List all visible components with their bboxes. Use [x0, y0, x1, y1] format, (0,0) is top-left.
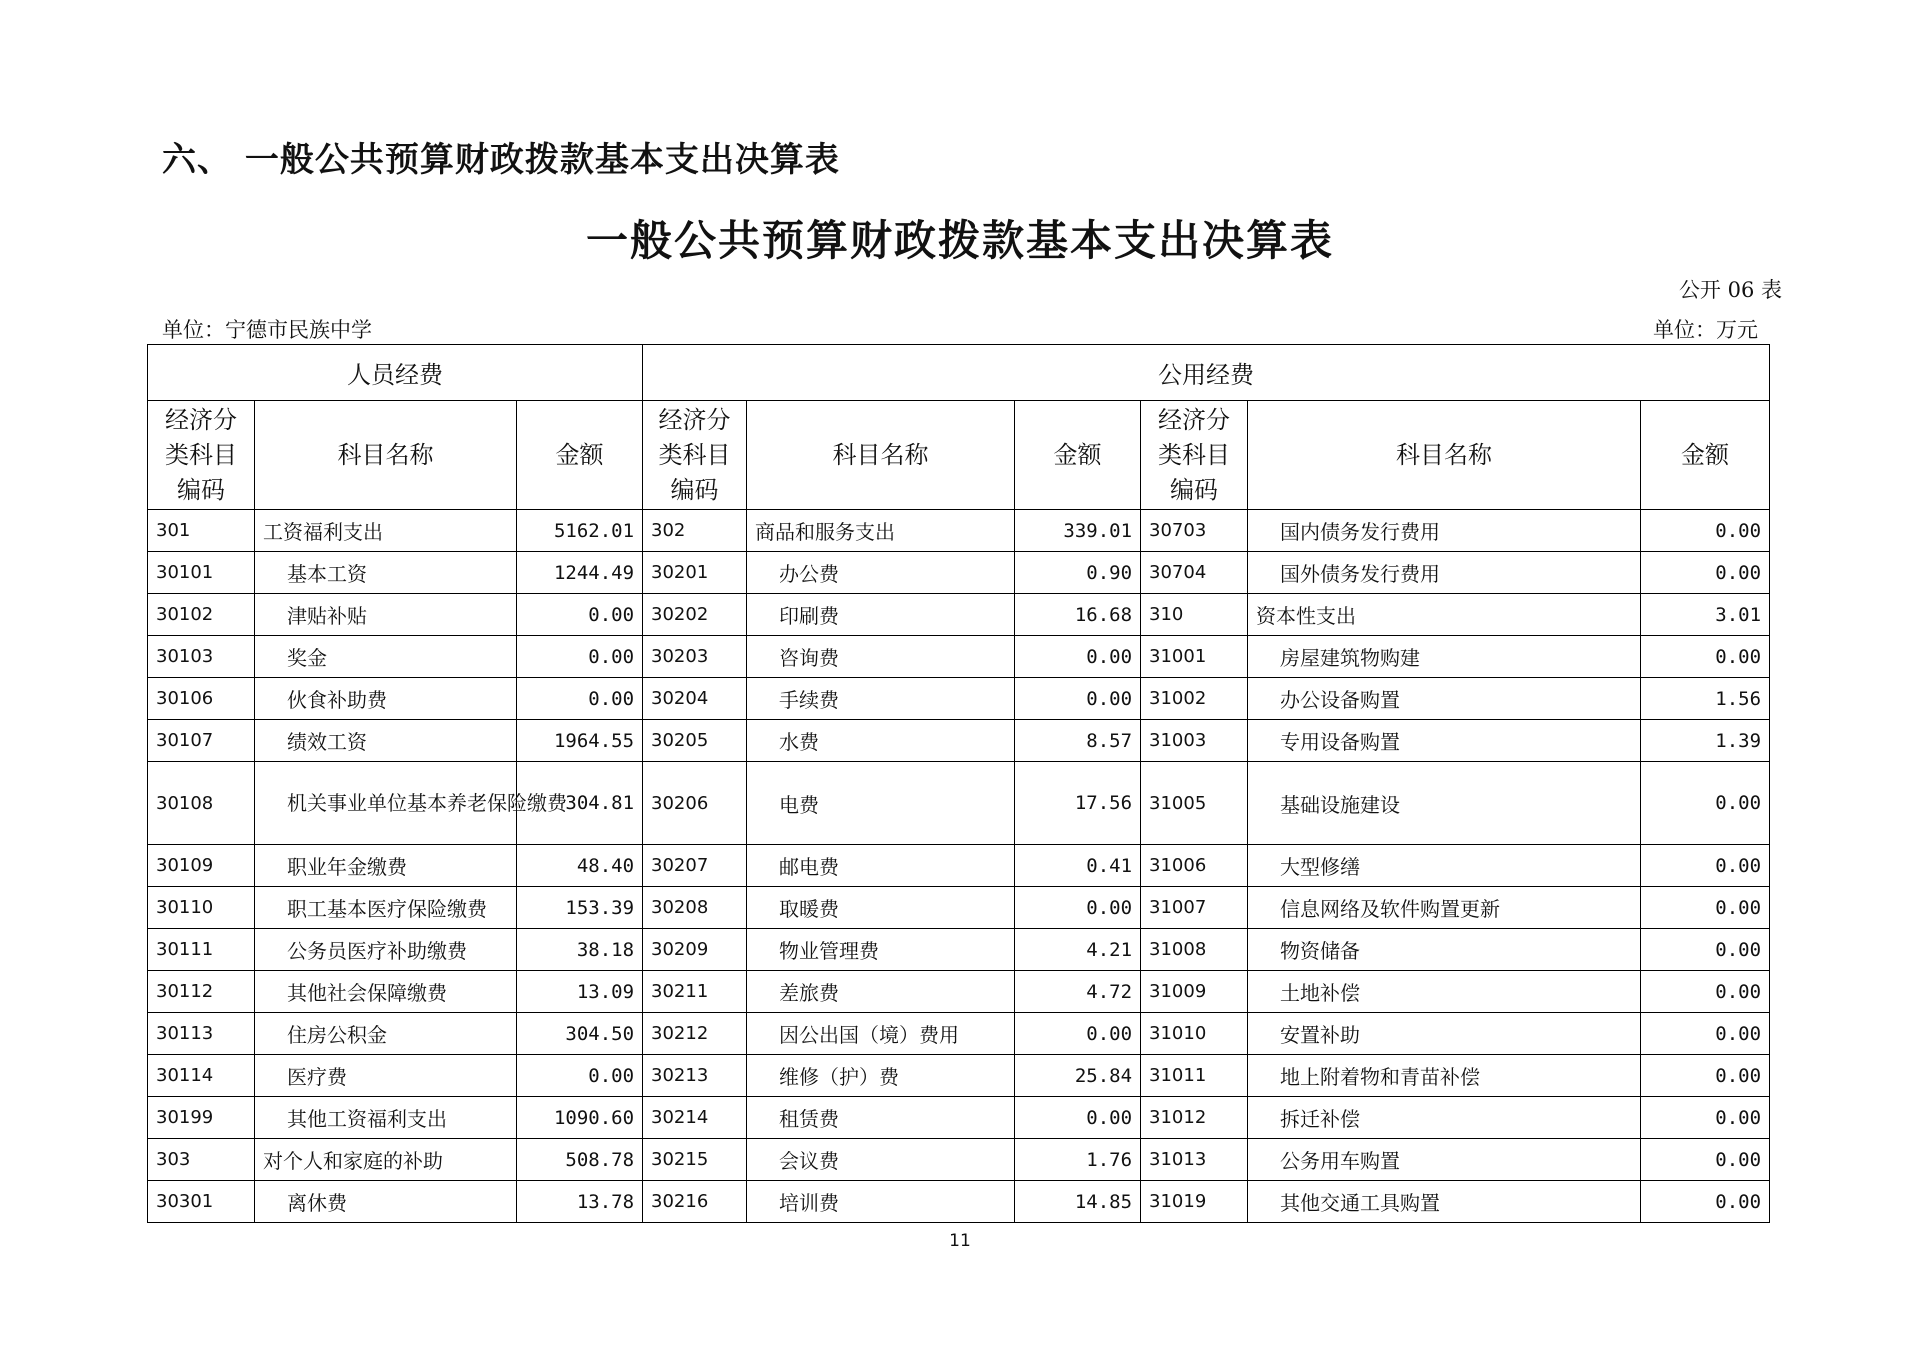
- cell-amount: 0.00: [1641, 510, 1770, 552]
- cell-name: 拆迁补偿: [1248, 1097, 1641, 1139]
- cell-code: 30112: [148, 971, 255, 1013]
- cell-name: 房屋建筑物购建: [1248, 636, 1641, 678]
- cell-amount: 0.00: [1015, 678, 1141, 720]
- cell-amount: 1964.55: [517, 720, 643, 762]
- table-row: [148, 552, 1770, 594]
- form-number: 公开 06 表: [1678, 278, 1782, 302]
- cell-amount: 0.00: [1641, 1139, 1770, 1181]
- cell-name: 地上附着物和青苗补偿: [1248, 1055, 1641, 1097]
- cell-name: 会议费: [747, 1139, 1015, 1181]
- cell-amount: 8.57: [1015, 720, 1141, 762]
- cell-code: 30301: [148, 1181, 255, 1223]
- cell-amount: 0.00: [1015, 1097, 1141, 1139]
- table-row: [148, 594, 1770, 636]
- cell-name: 培训费: [747, 1181, 1015, 1223]
- cell-name: 水费: [747, 720, 1015, 762]
- cell-code: 30704: [1141, 552, 1248, 594]
- cell-name: 印刷费: [747, 594, 1015, 636]
- cell-name: 住房公积金: [255, 1013, 517, 1055]
- column-header-name: 科目名称: [747, 401, 1015, 510]
- cell-code: 31009: [1141, 971, 1248, 1013]
- cell-amount: 17.56: [1015, 762, 1141, 845]
- column-header-code: 经济分类科目编码: [148, 401, 255, 510]
- table-row: [148, 971, 1770, 1013]
- cell-name: 维修（护）费: [747, 1055, 1015, 1097]
- cell-name: 物业管理费: [747, 929, 1015, 971]
- cell-code: 30203: [643, 636, 747, 678]
- cell-name: 专用设备购置: [1248, 720, 1641, 762]
- group-header-personnel: 人员经费: [148, 345, 643, 401]
- cell-code: 30208: [643, 887, 747, 929]
- cell-code: 30101: [148, 552, 255, 594]
- cell-code: 30216: [643, 1181, 747, 1223]
- table-row: [148, 1097, 1770, 1139]
- cell-amount: 0.00: [1641, 762, 1770, 845]
- cell-name: 电费: [747, 762, 1015, 845]
- cell-amount: 0.41: [1015, 845, 1141, 887]
- table-row: [148, 678, 1770, 720]
- cell-amount: 1.39: [1641, 720, 1770, 762]
- cell-name: 医疗费: [255, 1055, 517, 1097]
- cell-amount: 1.76: [1015, 1139, 1141, 1181]
- cell-code: 303: [148, 1139, 255, 1181]
- cell-name: 因公出国（境）费用: [747, 1013, 1015, 1055]
- cell-amount: 1244.49: [517, 552, 643, 594]
- column-header-name: 科目名称: [1248, 401, 1641, 510]
- cell-amount: 0.00: [517, 1055, 643, 1097]
- table-row: [148, 845, 1770, 887]
- cell-code: 30215: [643, 1139, 747, 1181]
- page-title: 一般公共预算财政拨款基本支出决算表: [585, 216, 1334, 265]
- cell-amount: 339.01: [1015, 510, 1141, 552]
- table-row: [148, 510, 1770, 552]
- column-header-code: 经济分类科目编码: [1141, 401, 1248, 510]
- cell-name: 伙食补助费: [255, 678, 517, 720]
- cell-amount: 0.00: [1641, 1181, 1770, 1223]
- cell-code: 30102: [148, 594, 255, 636]
- cell-code: 30107: [148, 720, 255, 762]
- cell-code: 30110: [148, 887, 255, 929]
- cell-amount: 0.00: [517, 594, 643, 636]
- cell-code: 31006: [1141, 845, 1248, 887]
- cell-amount: 0.00: [1641, 1013, 1770, 1055]
- cell-amount: 13.78: [517, 1181, 643, 1223]
- cell-code: 31019: [1141, 1181, 1248, 1223]
- table-row: [148, 720, 1770, 762]
- cell-code: 310: [1141, 594, 1248, 636]
- cell-code: 30114: [148, 1055, 255, 1097]
- cell-amount: 304.50: [517, 1013, 643, 1055]
- cell-name: 安置补助: [1248, 1013, 1641, 1055]
- cell-amount: 508.78: [517, 1139, 643, 1181]
- page-number: 11: [949, 1231, 971, 1251]
- cell-code: 302: [643, 510, 747, 552]
- cell-code: 30211: [643, 971, 747, 1013]
- cell-amount: 0.00: [1015, 1013, 1141, 1055]
- cell-name: 公务用车购置: [1248, 1139, 1641, 1181]
- cell-code: 31010: [1141, 1013, 1248, 1055]
- column-header-amount: 金额: [1015, 401, 1141, 510]
- table-row: [148, 762, 1770, 845]
- section-title: 六、 一般公共预算财政拨款基本支出决算表: [162, 140, 840, 180]
- cell-amount: 0.00: [1641, 887, 1770, 929]
- column-header-name: 科目名称: [255, 401, 517, 510]
- cell-name: 资本性支出: [1248, 594, 1641, 636]
- reporting-unit: 单位：宁德市民族中学: [162, 318, 372, 342]
- cell-code: 31007: [1141, 887, 1248, 929]
- cell-code: 30202: [643, 594, 747, 636]
- cell-amount: 5162.01: [517, 510, 643, 552]
- cell-name: 国内债务发行费用: [1248, 510, 1641, 552]
- cell-name: 土地补偿: [1248, 971, 1641, 1013]
- cell-name: 国外债务发行费用: [1248, 552, 1641, 594]
- cell-name: 公务员医疗补助缴费: [255, 929, 517, 971]
- cell-name: 津贴补贴: [255, 594, 517, 636]
- cell-code: 31012: [1141, 1097, 1248, 1139]
- cell-code: 30209: [643, 929, 747, 971]
- cell-code: 30205: [643, 720, 747, 762]
- cell-name: 其他工资福利支出: [255, 1097, 517, 1139]
- table-row: [148, 1181, 1770, 1223]
- cell-code: 31002: [1141, 678, 1248, 720]
- cell-code: 30199: [148, 1097, 255, 1139]
- cell-amount: 0.90: [1015, 552, 1141, 594]
- cell-amount: 0.00: [1015, 636, 1141, 678]
- cell-name: 租赁费: [747, 1097, 1015, 1139]
- cell-name: 办公设备购置: [1248, 678, 1641, 720]
- cell-code: 30703: [1141, 510, 1248, 552]
- cell-code: 30103: [148, 636, 255, 678]
- cell-code: 30106: [148, 678, 255, 720]
- cell-amount: 0.00: [1641, 1097, 1770, 1139]
- cell-name: 基础设施建设: [1248, 762, 1641, 845]
- cell-name: 离休费: [255, 1181, 517, 1223]
- cell-amount: 3.01: [1641, 594, 1770, 636]
- cell-name: 基本工资: [255, 552, 517, 594]
- cell-name: 机关事业单位基本养老保险缴费: [255, 762, 517, 845]
- cell-name: 其他交通工具购置: [1248, 1181, 1641, 1223]
- cell-name: 对个人和家庭的补助: [255, 1139, 517, 1181]
- column-header-amount: 金额: [517, 401, 643, 510]
- table-row: [148, 1139, 1770, 1181]
- group-header-public: 公用经费: [643, 345, 1770, 401]
- column-header-code: 经济分类科目编码: [643, 401, 747, 510]
- cell-name: 办公费: [747, 552, 1015, 594]
- cell-name: 信息网络及软件购置更新: [1248, 887, 1641, 929]
- cell-name: 取暖费: [747, 887, 1015, 929]
- cell-code: 31003: [1141, 720, 1248, 762]
- cell-code: 30111: [148, 929, 255, 971]
- cell-amount: 48.40: [517, 845, 643, 887]
- cell-name: 绩效工资: [255, 720, 517, 762]
- cell-amount: 153.39: [517, 887, 643, 929]
- budget-table: [147, 344, 1770, 1223]
- cell-amount: 25.84: [1015, 1055, 1141, 1097]
- cell-code: 31013: [1141, 1139, 1248, 1181]
- cell-name: 奖金: [255, 636, 517, 678]
- cell-amount: 0.00: [517, 678, 643, 720]
- cell-amount: 0.00: [1641, 1055, 1770, 1097]
- cell-code: 30201: [643, 552, 747, 594]
- cell-name: 其他社会保障缴费: [255, 971, 517, 1013]
- cell-amount: 13.09: [517, 971, 643, 1013]
- cell-code: 30204: [643, 678, 747, 720]
- cell-name: 咨询费: [747, 636, 1015, 678]
- cell-code: 30113: [148, 1013, 255, 1055]
- cell-code: 31001: [1141, 636, 1248, 678]
- cell-amount: 14.85: [1015, 1181, 1141, 1223]
- cell-amount: 16.68: [1015, 594, 1141, 636]
- cell-amount: 0.00: [1641, 552, 1770, 594]
- cell-name: 职工基本医疗保险缴费: [255, 887, 517, 929]
- cell-name: 差旅费: [747, 971, 1015, 1013]
- cell-code: 30212: [643, 1013, 747, 1055]
- cell-name: 手续费: [747, 678, 1015, 720]
- cell-amount: 0.00: [1641, 929, 1770, 971]
- cell-amount: 0.00: [1015, 887, 1141, 929]
- table-row: [148, 636, 1770, 678]
- cell-code: 31005: [1141, 762, 1248, 845]
- cell-amount: 1090.60: [517, 1097, 643, 1139]
- cell-name: 大型修缮: [1248, 845, 1641, 887]
- cell-amount: 4.72: [1015, 971, 1141, 1013]
- cell-code: 30108: [148, 762, 255, 845]
- cell-name: 商品和服务支出: [747, 510, 1015, 552]
- table-row: [148, 1055, 1770, 1097]
- table-body: [148, 510, 1770, 1223]
- cell-amount: 1.56: [1641, 678, 1770, 720]
- cell-code: 30206: [643, 762, 747, 845]
- cell-amount: 0.00: [1641, 971, 1770, 1013]
- cell-code: 30207: [643, 845, 747, 887]
- cell-name: 工资福利支出: [255, 510, 517, 552]
- cell-code: 31008: [1141, 929, 1248, 971]
- table-row: [148, 887, 1770, 929]
- column-header-amount: 金额: [1641, 401, 1770, 510]
- cell-code: 31011: [1141, 1055, 1248, 1097]
- cell-name: 物资储备: [1248, 929, 1641, 971]
- cell-code: 301: [148, 510, 255, 552]
- cell-code: 30214: [643, 1097, 747, 1139]
- cell-name: 职业年金缴费: [255, 845, 517, 887]
- cell-amount: 38.18: [517, 929, 643, 971]
- currency-unit: 单位：万元: [1653, 318, 1758, 342]
- cell-code: 30109: [148, 845, 255, 887]
- cell-name: 邮电费: [747, 845, 1015, 887]
- table-row: [148, 1013, 1770, 1055]
- cell-amount: 0.00: [1641, 845, 1770, 887]
- cell-amount: 0.00: [517, 636, 643, 678]
- cell-amount: 304.81: [517, 762, 643, 845]
- table-row: [148, 929, 1770, 971]
- cell-amount: 4.21: [1015, 929, 1141, 971]
- cell-amount: 0.00: [1641, 636, 1770, 678]
- cell-code: 30213: [643, 1055, 747, 1097]
